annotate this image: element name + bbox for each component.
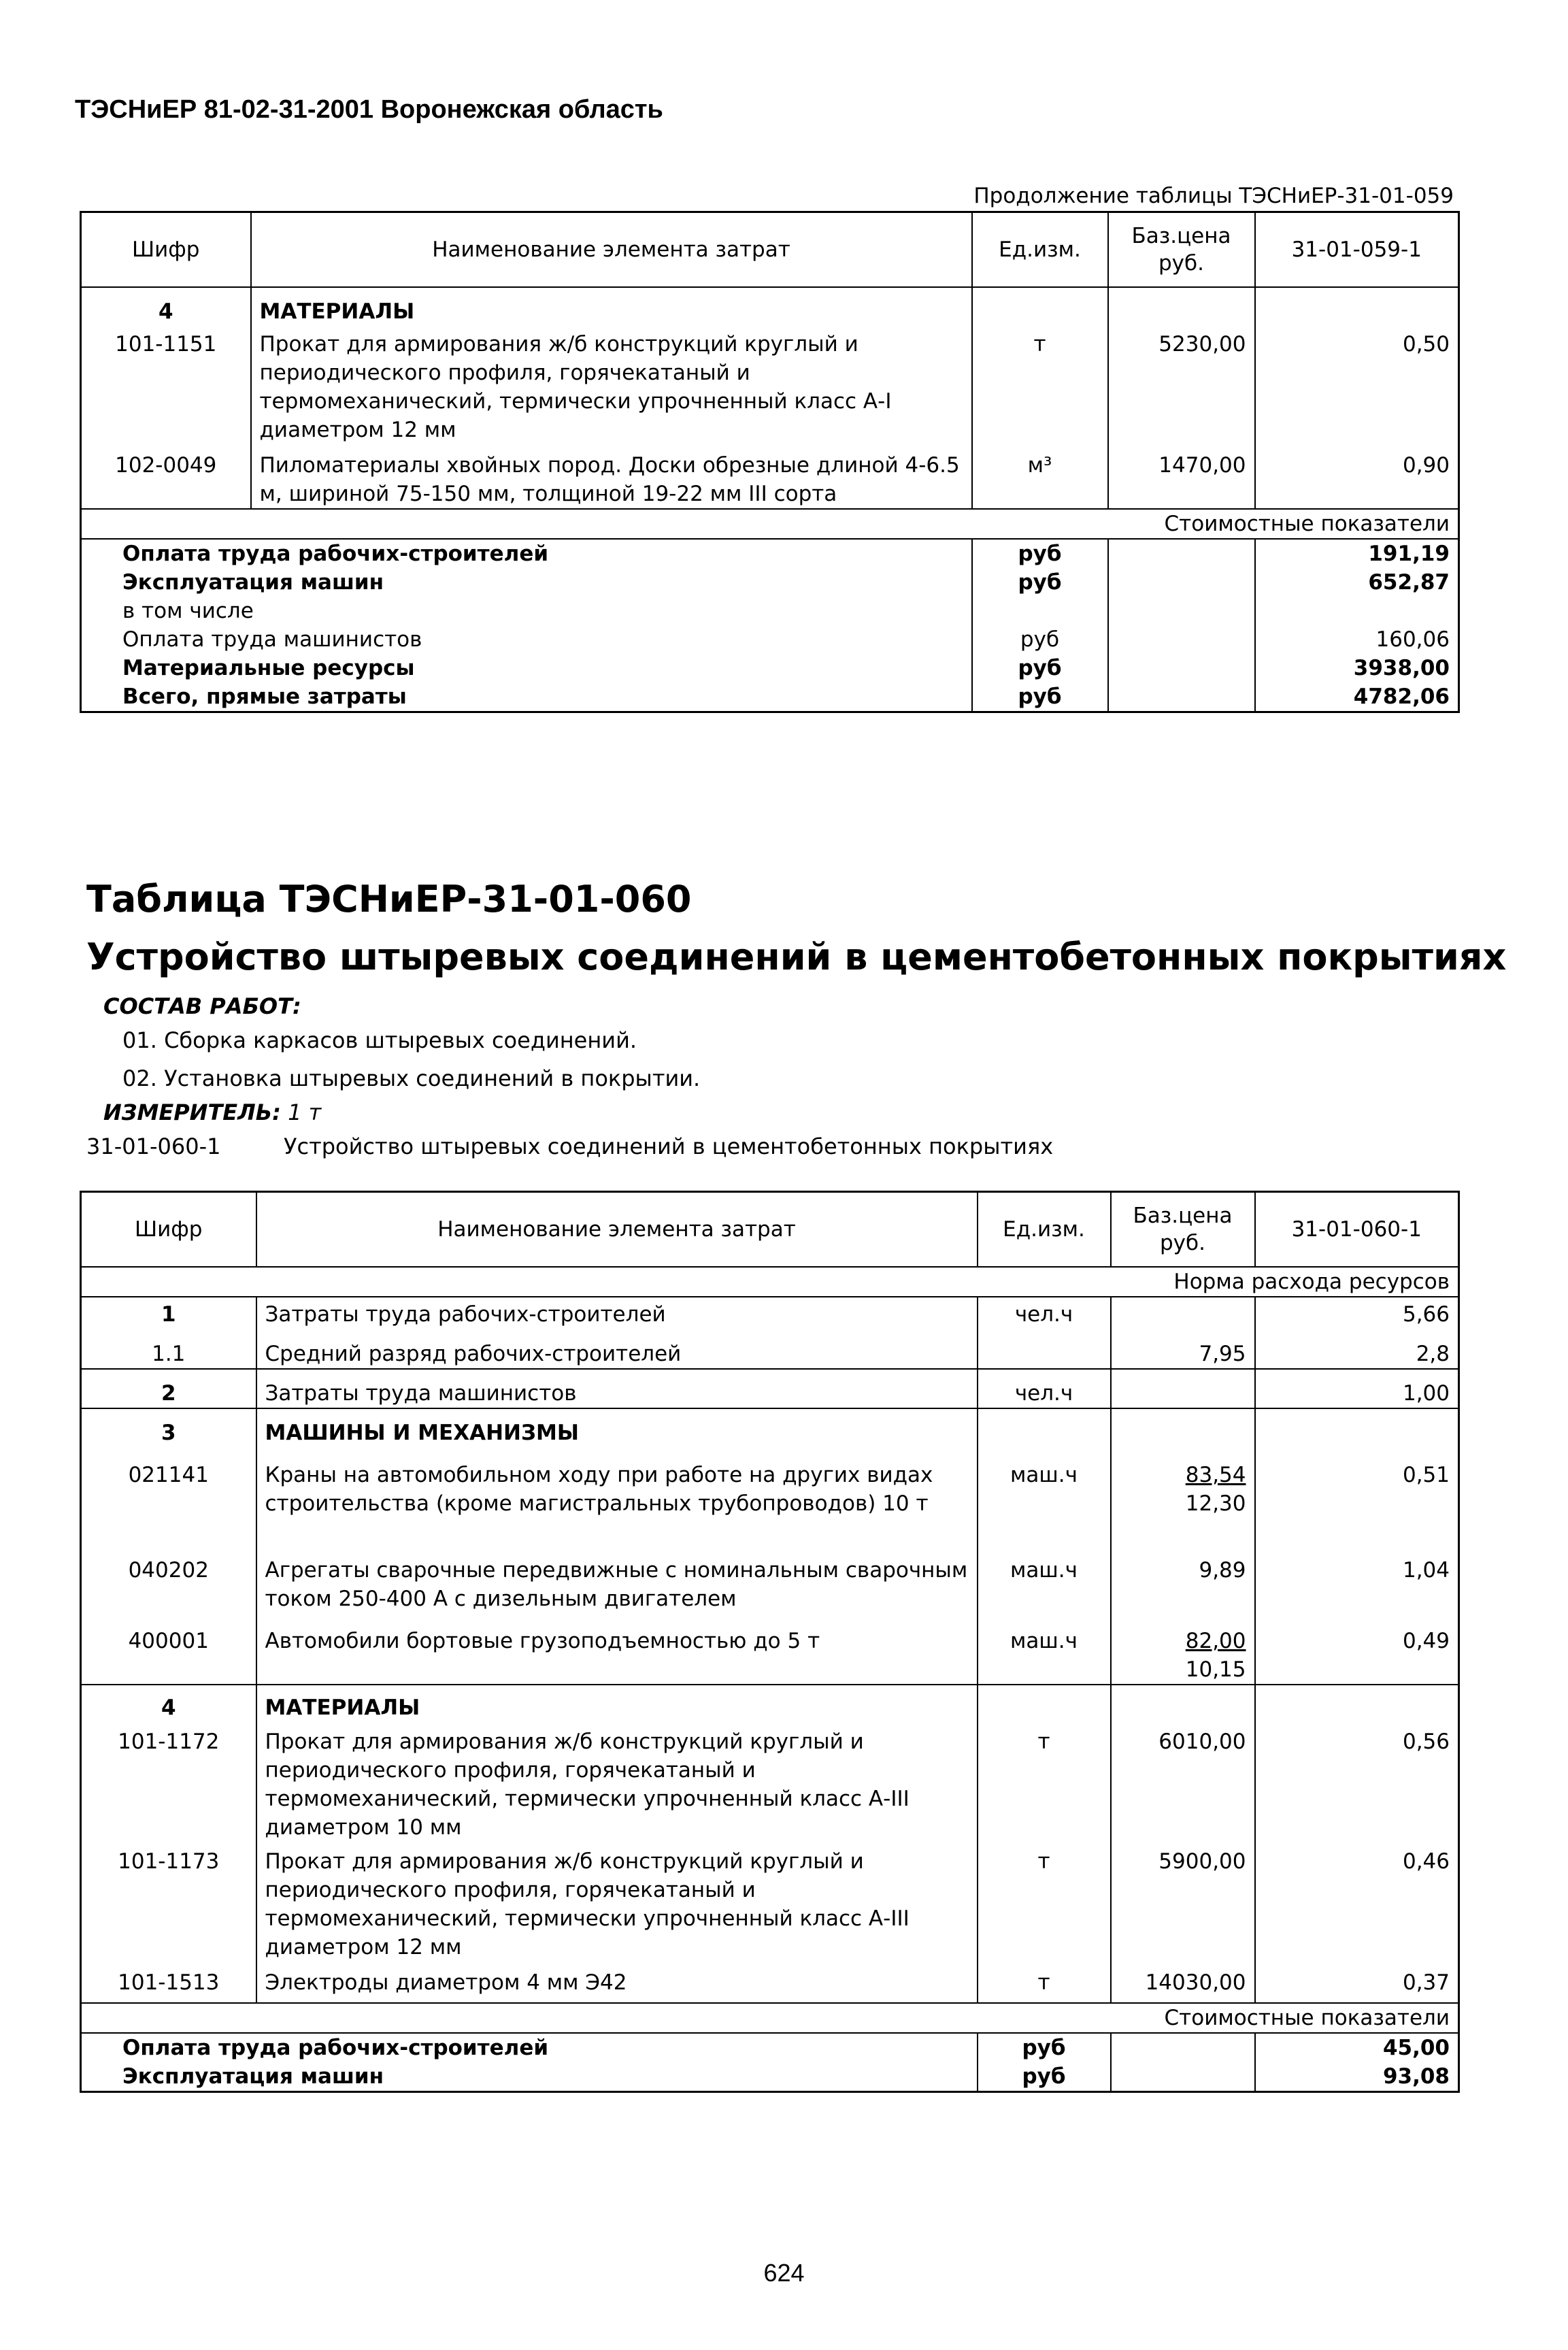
row-price: 9,89 (1111, 1518, 1255, 1613)
section-code: 4 (81, 1685, 256, 1722)
norm-code-line (86, 1133, 1054, 1159)
row-qty: 0,56 (1255, 1722, 1459, 1842)
cost-row (81, 2033, 1459, 2062)
row-unit: маш.ч (978, 1447, 1111, 1518)
section-name: МАТЕРИАЛЫ (251, 287, 972, 326)
section-code: 4 (158, 299, 173, 324)
row-code: 400001 (128, 1629, 209, 1653)
cost-header-row (81, 2003, 1459, 2033)
operation-item: 02. Установка штыревых соединений в покрытии. (122, 1065, 701, 1091)
cost-value: 652,87 (1255, 568, 1459, 597)
row-qty: 0,46 (1255, 1842, 1459, 1962)
cost-label: Эксплуатация машин (122, 2064, 384, 2089)
cost-value: 160,06 (1255, 625, 1459, 654)
row-qty: 0,50 (1255, 326, 1459, 444)
section-row (81, 287, 1459, 326)
norm-header-row (81, 1267, 1459, 1297)
section-name: МАТЕРИАЛЫ (256, 1685, 978, 1722)
col-header-norm: 31-01-060-1 (1255, 1192, 1459, 1268)
section-row (81, 1685, 1459, 1722)
cost-row (81, 625, 1459, 654)
row-price: 14030,00 (1111, 1962, 1255, 2003)
cost-value: 93,08 (1255, 2062, 1459, 2092)
cost-unit: руб (972, 682, 1108, 712)
cost-unit: руб (978, 2033, 1111, 2062)
row-qty: 0,90 (1255, 444, 1459, 509)
row-price: 83,54 (1185, 1463, 1246, 1487)
col-header-code: Шифр (81, 212, 251, 288)
row-name: Электроды диаметром 4 мм Э42 (256, 1962, 978, 2003)
table-subtitle: Устройство штыревых соединений в цементобетонных покрытиях (86, 936, 1507, 978)
row-unit: чел.ч (978, 1297, 1111, 1329)
cost-label: Оплата труда рабочих-строителей (122, 2036, 549, 2060)
row-code: 1 (161, 1302, 176, 1327)
table-header-row (81, 212, 1459, 288)
row-price-block (1111, 1613, 1255, 1685)
cost-value: 3938,00 (1255, 654, 1459, 682)
cost-unit: руб (972, 539, 1108, 568)
row-unit: маш.ч (978, 1518, 1111, 1613)
cost-unit: руб (972, 625, 1108, 654)
row-name: Пиломатериалы хвойных пород. Доски обрезные длиной 4-6.5 м, шириной 75-150 мм, толщиной 19-22 мм III сорта (251, 444, 972, 509)
measure-line (103, 1099, 321, 1125)
page-number: 624 (763, 2259, 805, 2287)
row-price: 5230,00 (1108, 326, 1255, 444)
row-unit: т (978, 1842, 1111, 1962)
table-row (81, 1447, 1459, 1518)
row-unit: маш.ч (978, 1613, 1111, 1685)
row-code: 1.1 (152, 1342, 186, 1366)
cost-row (81, 654, 1459, 682)
cost-label: Всего, прямые затраты (122, 684, 407, 709)
row-price: 6010,00 (1111, 1722, 1255, 1842)
row-name: Краны на автомобильном ходу при работе на других видах строительства (кроме магистральных трубопроводов) 10 т (256, 1447, 978, 1518)
resource-table-059 (80, 211, 1460, 713)
section-code: 3 (81, 1408, 256, 1447)
row-name: Прокат для армирования ж/б конструкций круглый и периодического профиля, горячекатаный и термомеханический, термически упрочненный класс А-I диаметром 12 мм (251, 326, 972, 444)
row-price: 82,00 (1185, 1629, 1246, 1653)
cost-row (81, 682, 1459, 712)
row-price: 1470,00 (1108, 444, 1255, 509)
row-price: 7,95 (1111, 1329, 1255, 1369)
row-unit: т (978, 1722, 1111, 1842)
cost-label: Эксплуатация машин (122, 570, 384, 595)
col-header-price: Баз.цена руб. (1111, 1192, 1255, 1268)
col-header-name: Наименование элемента затрат (251, 212, 972, 288)
cost-unit: руб (972, 568, 1108, 597)
row-name: Средний разряд рабочих-строителей (256, 1329, 978, 1369)
cost-label: Материальные ресурсы (122, 656, 415, 680)
row-name: Агрегаты сварочные передвижные с номинальным сварочным током 250-400 А с дизельным двигателем (256, 1518, 978, 1613)
row-qty: 0,51 (1255, 1447, 1459, 1518)
col-header-code: Шифр (81, 1192, 256, 1268)
cost-value: 191,19 (1255, 539, 1459, 568)
row-price-secondary: 12,30 (1185, 1491, 1246, 1516)
cost-row (81, 568, 1459, 597)
row-qty: 1,04 (1255, 1518, 1459, 1613)
row-code: 040202 (128, 1558, 209, 1583)
row-name: Автомобили бортовые грузоподъемностью до 5 т (256, 1613, 978, 1685)
col-header-name: Наименование элемента затрат (256, 1192, 978, 1268)
row-name: Затраты труда рабочих-строителей (256, 1297, 978, 1329)
row-name: Прокат для армирования ж/б конструкций круглый и периодического профиля, горячекатаный и термомеханический, термически упрочненный класс А-III диаметром 10 мм (256, 1722, 978, 1842)
table-title: Таблица ТЭСНиЕР-31-01-060 (86, 878, 692, 921)
row-price-secondary: 10,15 (1185, 1657, 1246, 1682)
table-row (81, 1297, 1459, 1329)
table-row (81, 1613, 1459, 1685)
table-row (81, 1962, 1459, 2003)
operation-item: 01. Сборка каркасов штыревых соединений. (122, 1027, 637, 1053)
row-code: 021141 (128, 1463, 209, 1487)
row-qty: 2,8 (1255, 1329, 1459, 1369)
col-header-price: Баз.цена руб. (1108, 212, 1255, 288)
table-continuation-note: Продолжение таблицы ТЭСНиЕР-31-01-059 (973, 184, 1454, 208)
cost-header: Стоимостные показатели (81, 2003, 1459, 2033)
row-code: 101-1513 (118, 1970, 220, 1995)
row-unit: т (978, 1962, 1111, 2003)
cost-row (81, 539, 1459, 568)
section-row (81, 1408, 1459, 1447)
cost-unit: руб (978, 2062, 1111, 2092)
row-qty: 0,37 (1255, 1962, 1459, 2003)
table-row (81, 1842, 1459, 1962)
table-header-row (81, 1192, 1459, 1268)
measure-value: 1 т (288, 1099, 322, 1125)
cost-value: 4782,06 (1255, 682, 1459, 712)
cost-label: Оплата труда машинистов (122, 627, 422, 652)
table-row (81, 444, 1459, 509)
row-unit: чел.ч (978, 1369, 1111, 1408)
row-code: 2 (81, 1369, 256, 1408)
row-code: 101-1173 (118, 1849, 220, 1874)
work-composition-label: СОСТАВ РАБОТ: (103, 993, 301, 1019)
table-row (81, 1329, 1459, 1369)
cost-unit: руб (972, 654, 1108, 682)
row-code: 102-0049 (115, 453, 217, 478)
row-qty: 5,66 (1255, 1297, 1459, 1329)
row-price: 5900,00 (1111, 1842, 1255, 1962)
row-code: 101-1172 (118, 1730, 220, 1754)
row-qty: 1,00 (1255, 1369, 1459, 1408)
col-header-norm: 31-01-059-1 (1255, 212, 1459, 288)
table-row (81, 1518, 1459, 1613)
cost-label: в том числе (122, 599, 254, 623)
cost-label: Оплата труда рабочих-строителей (122, 542, 549, 566)
resource-table-060 (80, 1191, 1460, 2093)
document-header: ТЭСНиЕР 81-02-31-2001 Воронежская область (75, 95, 663, 124)
row-code: 101-1151 (115, 332, 217, 357)
measure-label: ИЗМЕРИТЕЛЬ: (103, 1099, 281, 1125)
col-header-unit: Ед.изм. (978, 1192, 1111, 1268)
norm-code: 31-01-060-1 (86, 1133, 221, 1159)
cost-value: 45,00 (1255, 2033, 1459, 2062)
cost-header-row (81, 509, 1459, 539)
row-price-block (1111, 1447, 1255, 1518)
section-name: МАШИНЫ И МЕХАНИЗМЫ (256, 1408, 978, 1447)
cost-header: Стоимостные показатели (81, 509, 1459, 539)
row-unit: т (972, 326, 1108, 444)
row-name: Затраты труда машинистов (256, 1369, 978, 1408)
row-name: Прокат для армирования ж/б конструкций круглый и периодического профиля, горячекатаный и термомеханический, термически упрочненный класс А-III диаметром 12 мм (256, 1842, 978, 1962)
norm-code-description: Устройство штыревых соединений в цементобетонных покрытиях (284, 1133, 1054, 1159)
table-row (81, 326, 1459, 444)
col-header-unit: Ед.изм. (972, 212, 1108, 288)
norm-header: Норма расхода ресурсов (81, 1267, 1459, 1297)
row-unit: м³ (972, 444, 1108, 509)
table-row (81, 1722, 1459, 1842)
row-qty: 0,49 (1255, 1613, 1459, 1685)
cost-row (81, 597, 1459, 625)
table-row (81, 1369, 1459, 1408)
cost-row (81, 2062, 1459, 2092)
